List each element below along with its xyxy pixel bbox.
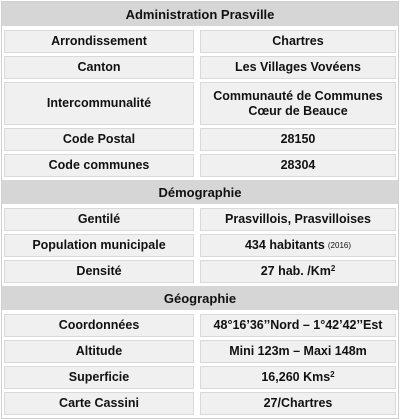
section-header-administration: Administration Prasville [2,2,398,27]
label-population: Population municipale [4,234,194,257]
row-superficie [2,366,398,389]
value-intercommunalite [200,82,396,125]
value-carte-cassini: 27/Chartres [200,392,396,415]
label-coordonnees: Coordonnées [4,314,194,337]
value-code-communes: 28304 [200,154,396,177]
row-carte-cassini [2,392,398,415]
value-altitude: Mini 123m – Maxi 148m [200,340,396,363]
value-intercommunalite-line2: Cœur de Beauce [248,103,348,118]
row-gentile [2,208,398,231]
label-arrondissement: Arrondissement [4,30,194,53]
row-canton [2,56,398,79]
label-code-postal: Code Postal [4,128,194,151]
label-intercommunalite: Intercommunalité [4,82,194,125]
row-coordonnees [2,314,398,337]
section-header-demographie: Démographie [2,180,398,205]
label-canton: Canton [4,56,194,79]
row-code-postal [2,128,398,151]
value-population [200,234,396,257]
commune-info-table [1,1,399,419]
value-code-postal: 28150 [200,128,396,151]
row-densite [2,260,398,283]
section-header-geographie: Géographie [2,286,398,311]
row-code-communes [2,154,398,177]
label-altitude: Altitude [4,340,194,363]
value-gentile: Prasvillois, Prasvilloises [200,208,396,231]
row-intercommunalite [2,82,398,125]
value-arrondissement: Chartres [200,30,396,53]
label-gentile: Gentilé [4,208,194,231]
value-canton: Les Villages Vovéens [200,56,396,79]
value-densite-number: 27 hab. /Km [260,264,331,278]
value-intercommunalite-line1: Communauté de Communes [213,88,383,103]
row-arrondissement [2,30,398,53]
label-superficie: Superficie [4,366,194,389]
value-coordonnees: 48°16’36’’Nord – 1°42’42’’Est [200,314,396,337]
label-carte-cassini: Carte Cassini [4,392,194,415]
row-population [2,234,398,257]
value-superficie: 16,260 Kms $^2$ [200,366,396,389]
row-altitude [2,340,398,363]
value-densite: 27 hab. /Km $^2$ [200,260,396,283]
label-densite: Densité [4,260,194,283]
label-code-communes: Code communes [4,154,194,177]
value-population-year: (2016) [327,240,351,250]
value-population-count: 434 habitants [244,238,325,252]
value-superficie-number: 16,260 Kms [261,370,331,384]
